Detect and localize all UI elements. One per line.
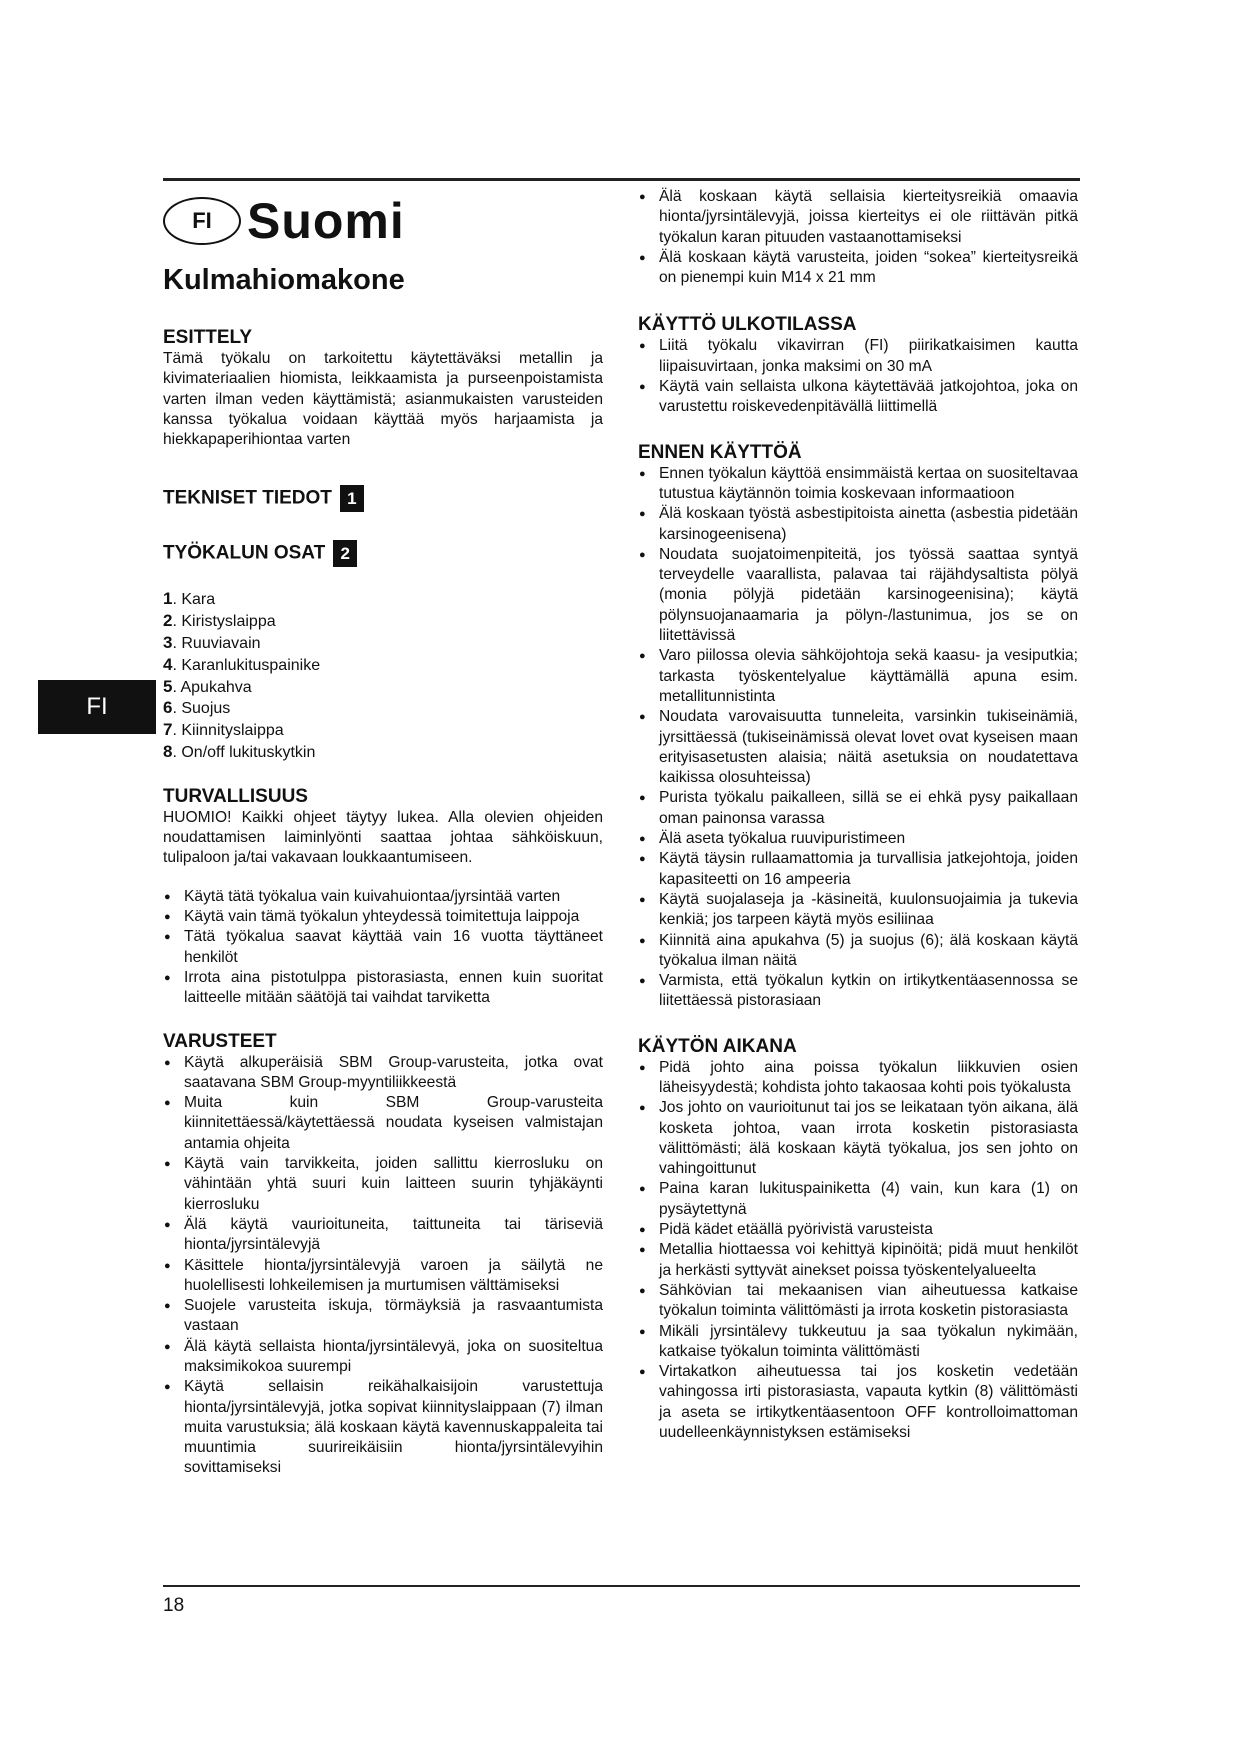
accessories-item: ● Älä käytä vaurioituneita, taittuneita tai täriseviä hionta/jyrsintälevyjä xyxy=(163,1215,603,1256)
part-item: 6. Suojus xyxy=(163,698,231,718)
accessories-item: ● Käytä vain tarvikkeita, joiden sallittu kierrosluku on vähintään yhtä suuri kuin laitteen suurin tyhjäkäynti kierrosluku xyxy=(163,1154,603,1215)
during-use-item: ● Pidä kädet etäällä pyörivistä varusteista xyxy=(638,1220,1078,1240)
before-use-item: ● Varo piilossa olevia sähköjohtoja sekä kaasu- ja vesiputkia; tarkasta työskentelyalue käyttämällä apuna esim. metallitunnistinta xyxy=(638,646,1078,707)
during-use-heading: KÄYTÖN AIKANA xyxy=(638,1035,797,1057)
accessories-item: ● Suojele varusteita iskuja, törmäyksiä ja rasvaantumista vastaan xyxy=(163,1296,603,1337)
accessories-item: ● Käsittele hionta/jyrsintälevyjä varoen ja säilytä ne huolellisesti lohkeilemisen ja murtumisen välttämiseksi xyxy=(163,1256,603,1297)
during-use-item: ● Paina karan lukituspainiketta (4) vain, kun kara (1) on pysäytettynä xyxy=(638,1179,1078,1220)
accessories-cont-list xyxy=(638,187,1078,288)
part-item: 8. On/off lukituskytkin xyxy=(163,742,316,762)
part-item: 3. Ruuviavain xyxy=(163,633,261,653)
during-use-list xyxy=(638,1058,1078,1444)
part-item: 2. Kiristyslaippa xyxy=(163,611,276,631)
safety-item: ● Käytä tätä työkalua vain kuivahuiontaa/jyrsintää varten xyxy=(163,887,603,907)
during-use-item: ● Sähkövian tai mekaanisen vian aiheutuessa katkaise työkalun toiminta välittömästi ja irrota kosketin pistorasiasta xyxy=(638,1281,1078,1322)
accessories-item: ● Älä koskaan käytä sellaisia kierteitysreikiä omaavia hionta/jyrsintälevyjä, joissa kierteitys ei ole riittävän pitkä työkalun karan pituuden vastaanottamiseksi xyxy=(638,187,1078,248)
accessories-list xyxy=(163,1053,603,1479)
language-code-badge: FI xyxy=(163,197,241,245)
safety-list xyxy=(163,887,603,1009)
accessories-item: ● Muita kuin SBM Group-varusteita kiinnitettäessä/käytettäessä noudata kyseisen valmistajan antamia ohjeita xyxy=(163,1093,603,1154)
part-item: 5. Apukahva xyxy=(163,676,252,696)
safety-item: ● Tätä työkalua saavat käyttää vain 16 vuotta täyttäneet henkilöt xyxy=(163,927,603,968)
part-item: 1. Kara xyxy=(163,589,216,609)
before-use-item: ● Varmista, että työkalun kytkin on irtikytkentäasennossa se liitettäessä pistorasiaan xyxy=(638,971,1078,1012)
left-column xyxy=(163,190,603,1479)
bottom-rule xyxy=(163,1585,1080,1587)
accessories-item: ● Käytä alkuperäisiä SBM Group-varusteita, jotka ovat saatavana SBM Group-myyntiliikkeestä xyxy=(163,1053,603,1094)
during-use-item: ● Metallia hiottaessa voi kehittyä kipinöitä; pidä muut henkilöt ja herkästi syttyvät ainekset poissa työskentelyalueelta xyxy=(638,1240,1078,1281)
safety-item: ● Käytä vain tämä työkalun yhteydessä toimitettuja laippoja xyxy=(163,907,603,927)
before-use-item: ● Purista työkalu paikalleen, sillä se ei ehkä pysy paikallaan oman painonsa varassa xyxy=(638,788,1078,829)
right-column xyxy=(638,187,1078,1443)
accessories-item: ● Älä käytä sellaista hionta/jyrsintälevyä, joka on suositeltua maksimikokoa suurempi xyxy=(163,1337,603,1378)
language-side-tab: FI xyxy=(38,680,156,734)
before-use-item: ● Käytä täysin rullaamattomia ja turvallisia jatkejohtoja, joiden kapasiteetti on 16 ampeeria xyxy=(638,849,1078,890)
product-title: Kulmahiomakone xyxy=(163,264,405,296)
parts-list xyxy=(163,589,603,763)
page-number: 18 xyxy=(163,1595,185,1616)
parts-ref-box: 2 xyxy=(333,540,357,567)
during-use-item: ● Virtakatkon aiheutuessa tai jos kosketin vedetään vahingossa irti pistorasiasta, vapauta kytkin (8) välittömästi ja aseta se irtikytkentäasentoon OFF kontrolloimattoman uudelleenkäynnistyksen estämiseksi xyxy=(638,1362,1078,1443)
before-use-item: ● Noudata suojatoimenpiteitä, jos työssä saattaa syntyä terveydelle vaarallista, palavaa tai räjähdysaltista pölyä (monia pölyjä pidetään karsinogeenisina); käytä pölynsuojanaamaria ja pölyn-/lastunimua, jos se on liitettävissä xyxy=(638,545,1078,646)
language-title: Suomi xyxy=(247,193,405,249)
outdoor-heading: KÄYTTÖ ULKOTILASSA xyxy=(638,314,857,336)
before-use-item: ● Käytä suojalaseja ja -käsineitä, kuulonsuojaimia ja tukevia kenkiä; jos tarpeen käytä myös esiliinaa xyxy=(638,890,1078,931)
parts-heading xyxy=(163,540,603,567)
intro-heading: ESITTELY xyxy=(163,327,253,348)
language-header xyxy=(163,190,603,252)
before-use-item: ● Kiinnitä aina apukahva (5) ja suojus (6); älä koskaan käytä työkalua ilman näitä xyxy=(638,931,1078,972)
specs-ref-box: 1 xyxy=(340,485,364,512)
before-use-item: ● Noudata varovaisuutta tunneleita, varsinkin tukiseinämiä, jyrsittäessä (tukiseinämissä olevat lovet ovat kyseisen maan erityisasetusten alaisia; näitä asetuksia on noudatettava kaikissa olosuhteissa) xyxy=(638,707,1078,788)
top-rule xyxy=(163,178,1080,181)
accessories-item: ● Käytä sellaisin reikähalkaisijoin varustettuja hionta/jyrsintälevyjä, jotka sopivat kiinnityslaippaan (7) ilman muita varustuksia; älä koskaan käytä kavennuskappaleita tai muuntimia suurireikäisiin hionta/jyrsintälevyihin sovittamiseksi xyxy=(163,1377,603,1478)
specs-heading-label: TEKNISET TIEDOT xyxy=(163,488,332,509)
before-use-item: ● Älä koskaan työstä asbestipitoista ainetta (asbestia pidetään karsinogeenisena) xyxy=(638,504,1078,545)
before-use-item: ● Älä aseta työkalua ruuvipuristimeen xyxy=(638,829,1078,849)
during-use-item: ● Mikäli jyrsintälevy tukkeutuu ja saa työkalun nykimään, katkaise työkalun toiminta välittömästi xyxy=(638,1322,1078,1363)
outdoor-list xyxy=(638,336,1078,417)
specs-heading xyxy=(163,485,603,512)
safety-heading: TURVALLISUUS xyxy=(163,785,308,807)
parts-heading-label: TYÖKALUN OSAT xyxy=(163,543,326,564)
part-item: 4. Karanlukituspainike xyxy=(163,654,321,674)
before-use-heading: ENNEN KÄYTTÖÄ xyxy=(638,441,802,463)
part-item: 7. Kiinnityslaippa xyxy=(163,720,284,740)
outdoor-item: ● Käytä vain sellaista ulkona käytettävää jatkojohtoa, joka on varustettu roiskevedenpitävällä liittimellä xyxy=(638,377,1078,418)
safety-item: ● Irrota aina pistotulppa pistorasiasta, ennen kuin suoritat laitteelle mitään säätöjä tai vaihdat tarviketta xyxy=(163,968,603,1009)
outdoor-item: ● Liitä työkalu vikavirran (FI) piirikatkaisimen kautta liipaisuvirtaan, jonka maksimi on 30 mA xyxy=(638,336,1078,377)
safety-text: HUOMIO! Kaikki ohjeet täytyy lukea. Alla olevien ohjeiden noudattamisen laiminlyönti saattaa johtaa sähköiskuun, tulipaloon ja/tai vakavaan loukkaantumiseen. xyxy=(163,808,603,867)
accessories-item: ● Älä koskaan käytä varusteita, joiden “sokea” kierteitysreikä on pienempi kuin M14 x 21 mm xyxy=(638,248,1078,289)
accessories-heading: VARUSTEET xyxy=(163,1030,277,1052)
before-use-item: ● Ennen työkalun käyttöä ensimmäistä kertaa on suositeltavaa tutustua käytännön toimia koskevaan informaatioon xyxy=(638,464,1078,505)
during-use-item: ● Jos johto on vaurioitunut tai jos se leikataan työn aikana, älä kosketa johtoa, vaan irrota kosketin pistorasiasta välittömästi; älä koskaan käytä työkalua, jos sen johto on vahingoittunut xyxy=(638,1098,1078,1179)
before-use-list xyxy=(638,464,1078,1012)
intro-text: Tämä työkalu on tarkoitettu käytettäväksi metallin ja kivimateriaalien hiomista, leikkaamista ja purseenpoistamista varten ilman veden käyttämistä; asianmukaisten varusteiden kanssa työkalua voidaan käyttää myös harjaamista ja hiekkapaperihiontaa varten xyxy=(163,350,603,449)
during-use-item: ● Pidä johto aina poissa työkalun liikkuvien osien läheisyydestä; kohdista johto takaosaa kohti pois työkalusta xyxy=(638,1058,1078,1099)
